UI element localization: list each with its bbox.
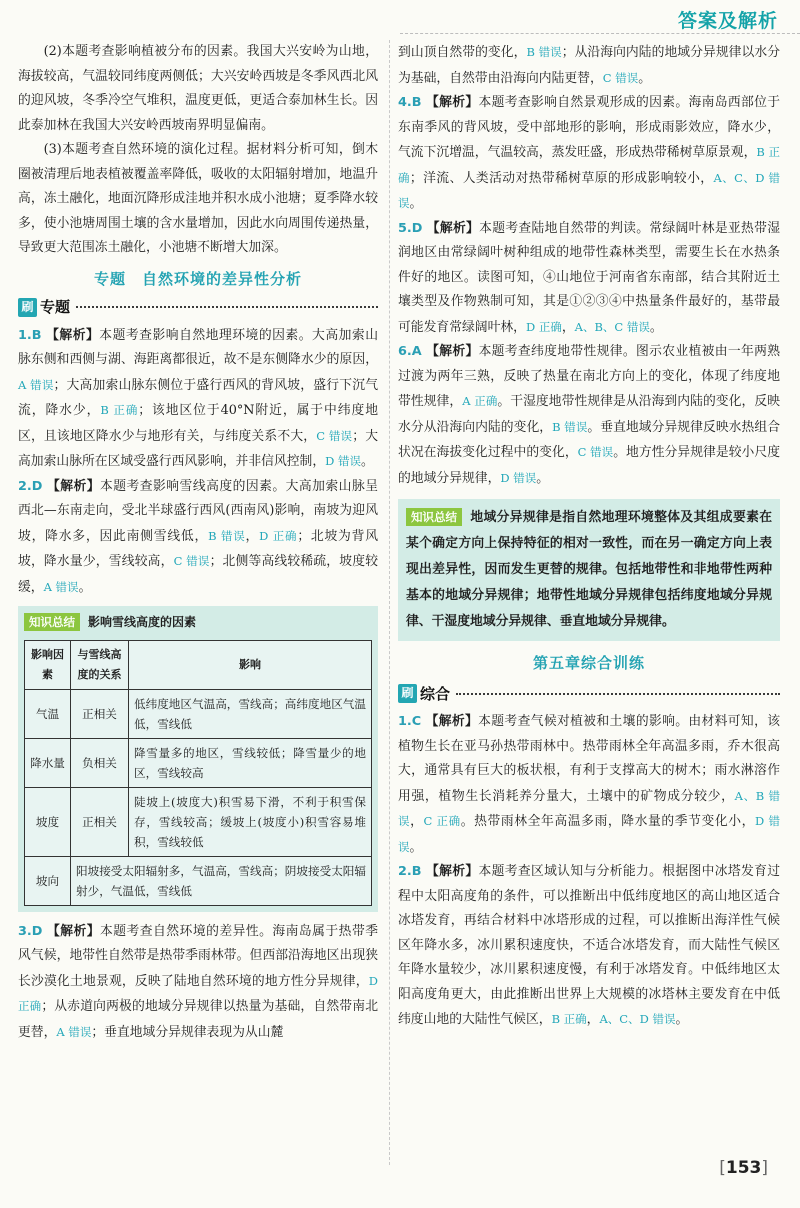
knowledge-summary-badge: 知识总结 bbox=[406, 508, 462, 526]
table-cell: 低纬度地区气温高，雪线高；高纬度地区气温低，雪线低 bbox=[129, 689, 372, 738]
explanation-text: ；洋流、人类活动对热带稀树草原的形成影响较小， bbox=[409, 170, 714, 186]
page-number-value: 153 bbox=[725, 1158, 762, 1178]
explanation-text: 。干湿度地带性规律是从沿海到内陆的变化，反映水分从沿海向内陆的变化， bbox=[398, 394, 781, 435]
answer-item-1 bbox=[18, 324, 378, 475]
table-header-row bbox=[25, 640, 372, 689]
table-cell: 正相关 bbox=[71, 787, 129, 856]
item-number: 6. bbox=[398, 344, 412, 359]
explanation-text: 。地方性分异规律是较小尺度的地域分异规律， bbox=[398, 445, 780, 486]
explanation-text: ；从赤道向两极的地域分异规律以热量为基础，自然带南北更替， bbox=[18, 999, 379, 1040]
analysis-tag: 【解析】 bbox=[425, 864, 479, 879]
item-number: 2. bbox=[398, 864, 412, 879]
answer-letter: D bbox=[411, 220, 423, 236]
explanation-text: ；北侧等高线较稀疏，坡度较缓， bbox=[18, 554, 379, 595]
explanation-text: ， bbox=[410, 814, 424, 829]
table-cell: 降雪量多的地区，雪线较低；降雪量少的地区，雪线较高 bbox=[129, 738, 372, 787]
right-column bbox=[398, 40, 780, 1033]
section-badge: 刷 bbox=[18, 298, 37, 317]
explanation-text: ， bbox=[561, 319, 575, 335]
section-badge: 刷 bbox=[398, 684, 417, 703]
explanation-text: 。 bbox=[675, 1012, 689, 1027]
answer-letter: A bbox=[411, 344, 422, 359]
item-number: 1. bbox=[18, 327, 32, 343]
item-number: 3. bbox=[18, 923, 32, 939]
verdict-mark: D 正确 bbox=[259, 528, 298, 543]
verdict-mark: A 正确 bbox=[462, 394, 498, 408]
explanation-text: 本题考查自然环境的差异性。海南岛属于热带季风气候，地带性自然带是热带季雨林带。但西部沿海地区出现狭长沙漠化土地景观，反映了陆地自然环境的地方性分异规律， bbox=[18, 923, 379, 989]
table-cell: 陡坡上(坡度大)积雪易下滑，不利于积雪保存，雪线较高；缓坡上(坡度小)积雪容易堆积，雪线较低 bbox=[129, 787, 372, 856]
table-row bbox=[25, 856, 372, 905]
answer-item-6 bbox=[398, 340, 780, 491]
section-header-comprehensive bbox=[398, 682, 780, 707]
explanation-text: 。 bbox=[649, 319, 663, 335]
section-label: 专题 bbox=[40, 298, 71, 316]
table-header-cell: 影响 bbox=[129, 640, 372, 689]
table-cell: 正相关 bbox=[71, 689, 129, 738]
explanation-text: 本题考查气候对植被和土壤的影响。由材料可知，该植物生长在亚马孙热带雨林中。热带雨林全年高温多雨，乔木很高大，通常具有巨大的板状根，有利于支撑高大的树木；雨水淋溶作用强，植物生长消耗养分量大，土壤中的矿物成分较少， bbox=[398, 714, 781, 804]
paragraph-2: (2)本题考查影响植被分布的因素。我国大兴安岭为山地，海拔较高，气温较同纬度两侧低；大兴安岭西坡是冬季风西北风的迎风坡，冬季冷空气堆积，温度更低，更适合泰加林生长。因此泰加林在我国大兴安岭西坡南界明显偏南。 bbox=[18, 44, 378, 133]
verdict-mark: D 错误 bbox=[325, 454, 362, 468]
answer-item-3 bbox=[18, 920, 378, 1046]
table-cell: 坡向 bbox=[25, 856, 71, 905]
verdict-mark: B 正确 bbox=[398, 145, 780, 185]
comprehensive-item-1 bbox=[398, 710, 780, 860]
explanation-text: ；从沿海向内陆的地域分异规律以水分为基础，自然带由沿海向内陆更替， bbox=[398, 45, 781, 86]
explanation-text: 。 bbox=[409, 839, 423, 855]
explanation-text: ；北坡为背风坡，降水量少，雪线较高， bbox=[18, 528, 379, 569]
explanation-text: 。热带雨林全年高温多雨，降水量的季节变化小， bbox=[460, 814, 756, 829]
explanation-text: 本题考查陆地自然带的判读。常绿阔叶林是亚热带湿润地区由常绿阔叶树种组成的地带性森林类型，需要生长在水热条件好的地区。读图可知，④山地位于河南省东南部，结合其附近土壤类型及作物熟制可知，其是①②③④中热量条件最好的，基带最可能发育常绿阔叶林， bbox=[398, 220, 780, 335]
page-number: [153] bbox=[719, 1158, 768, 1178]
verdict-mark: C 错误 bbox=[602, 70, 639, 85]
verdict-mark: A 错误 bbox=[56, 1024, 92, 1039]
column-divider bbox=[389, 40, 390, 1165]
explanation-text: 本题考查区域认知与分析能力。根据图中冰塔发育过程中太阳高度角的条件，可以推断出中低纬度地区的高山地区适合冰塔发育，再结合材料中冰塔形成的过程，可以推断出海洋性气候区年降水多，冰川累积速度快，不适合冰塔发育，而大陆性气候区年降水量较少，冰川累积速度慢，有利于冰塔发育。中低纬地区太阳高度角更大，由此推断出世界上大规模的冰塔林主要发育在中低纬度山地的大陆性气候区， bbox=[398, 864, 781, 1027]
answer-letter: B bbox=[411, 95, 422, 110]
explanation-text: 本题考查影响自然地理环境的因素。大高加索山脉东侧和西侧与湖、海距离都很近，故不是东侧降水少的原因， bbox=[18, 327, 379, 367]
section-label: 综合 bbox=[420, 684, 451, 703]
explanation-text: 。垂直地域分异规律反映水热组合状况在海拔变化过程中的变化， bbox=[398, 419, 781, 460]
knowledge-summary-box-2 bbox=[398, 499, 780, 641]
verdict-mark: C 错误 bbox=[577, 445, 614, 459]
section-header-special bbox=[18, 295, 378, 320]
answer-item-4 bbox=[398, 91, 780, 217]
snowline-factor-table bbox=[24, 640, 372, 906]
analysis-tag: 【解析】 bbox=[426, 220, 480, 236]
verdict-mark: A、B、C 错误 bbox=[574, 319, 650, 334]
knowledge-summary-box bbox=[18, 606, 378, 912]
verdict-mark: B 错误 bbox=[208, 528, 246, 543]
table-cell: 降水量 bbox=[25, 738, 71, 787]
explanation-text: 本题考查纬度地带性规律。图示农业植被由一年两熟过渡为两年三熟，反映了热量在南北方向上的变化，体现了纬度地带性规律， bbox=[398, 344, 781, 409]
answer-item-2 bbox=[18, 475, 378, 601]
left-column bbox=[18, 40, 378, 1045]
answer-letter: C bbox=[411, 714, 422, 729]
analysis-tag: 【解析】 bbox=[425, 714, 479, 729]
table-row bbox=[25, 738, 372, 787]
table-cell: 负相关 bbox=[71, 738, 129, 787]
analysis-tag: 【解析】 bbox=[46, 478, 100, 494]
verdict-mark: B 正确 bbox=[551, 1012, 587, 1026]
explanation-text: ；大高加索山脉所在区域受盛行西风影响，并非信风控制， bbox=[18, 428, 378, 469]
answer-letter: D bbox=[31, 923, 43, 939]
verdict-mark: D 正确 bbox=[525, 319, 562, 334]
paragraph-3: (3)本题考查自然环境的演化过程。据材料分析可知，倒木圈被清理后地表植被覆盖率降低，吸收的太阳辐射增加，地温升高，冻土融化，地面沉降形成洼地并积水成小池塘；夏季降水较多，使小池塘周围土壤的含水量增加，因此水向周围传递热量，导致更大范围冻土融化，小池塘不断增大加深。 bbox=[18, 142, 378, 255]
item-number: 1. bbox=[398, 714, 412, 729]
table-header-cell: 与雪线高度的关系 bbox=[71, 640, 129, 689]
verdict-mark: D 错误 bbox=[398, 814, 781, 854]
explanation-text: 。 bbox=[536, 470, 550, 486]
verdict-mark: C 错误 bbox=[316, 428, 353, 443]
header-title: 答案及解析 bbox=[677, 10, 778, 32]
knowledge-summary-text: 地域分异规律是指自然地理环境整体及其组成要素在某个确定方向上保持特征的相对一致性，而在另一确定方向上表现出差异性，因而发生更替的规律。包括地带性和非地带性两种基本的地域分异规律；地带性地域分异规律包括纬度地域分异规律、干湿度地域分异规律、垂直地域分异规律。 bbox=[406, 510, 772, 629]
verdict-mark: C 错误 bbox=[173, 554, 210, 568]
explanation-text: ；该地区位于40°N附近，属于中纬度地区，且该地区降水少与地形有关，与纬度关系不大， bbox=[18, 403, 378, 444]
chapter-title: 第五章综合训练 bbox=[532, 654, 645, 672]
explanation-text: 。 bbox=[361, 454, 374, 469]
topic-title: 专题 自然环境的差异性分析 bbox=[93, 269, 302, 288]
header-divider bbox=[400, 33, 800, 34]
verdict-mark: A 错误 bbox=[18, 377, 54, 392]
explanation-text: 。 bbox=[78, 579, 92, 595]
verdict-mark: A、C、D 错误 bbox=[398, 170, 781, 210]
explanation-text: 。 bbox=[409, 196, 423, 211]
analysis-tag: 【解析】 bbox=[426, 344, 479, 359]
item-number: 4. bbox=[398, 95, 412, 110]
verdict-mark: B 错误 bbox=[552, 419, 588, 434]
analysis-tag: 【解析】 bbox=[46, 923, 100, 939]
verdict-mark: D 正确 bbox=[18, 973, 378, 1013]
table-cell: 坡度 bbox=[25, 787, 71, 856]
explanation-text: ；垂直地域分异规律表现为从山麓 bbox=[91, 1024, 284, 1040]
verdict-mark: B 错误 bbox=[526, 45, 562, 59]
knowledge-summary-badge: 知识总结 bbox=[24, 613, 80, 631]
table-cell: 阳坡接受太阳辐射多，气温高，雪线高；阴坡接受太阳辐射少，气温低，雪线低 bbox=[71, 856, 372, 905]
table-row bbox=[25, 689, 372, 738]
answer-letter: D bbox=[31, 478, 43, 494]
explanation-text: 本题考查影响自然景观形成的因素。海南岛西部位于东南季风的背风坡，受中部地形的影响，形成雨影效应，降水少，气流下沉增温，气温较高，蒸发旺盛，形成热带稀树草原景观， bbox=[398, 95, 781, 160]
verdict-mark: C 正确 bbox=[423, 814, 461, 828]
comprehensive-item-2 bbox=[398, 860, 780, 1033]
verdict-mark: A、C、D 错误 bbox=[599, 1012, 676, 1026]
table-row bbox=[25, 787, 372, 856]
analysis-tag: 【解析】 bbox=[425, 95, 479, 110]
analysis-tag: 【解析】 bbox=[46, 327, 100, 343]
explanation-text: 到山顶自然带的变化， bbox=[398, 45, 527, 60]
knowledge-summary-title: 影响雪线高度的因素 bbox=[88, 615, 197, 629]
explanation-text: ， bbox=[245, 528, 260, 544]
item-number: 2. bbox=[18, 478, 32, 494]
table-cell: 气温 bbox=[25, 689, 71, 738]
explanation-text: 本题考查影响雪线高度的因素。大高加索山脉呈西北—东南走向，受北半球盛行西风(西南风)影响，南坡为迎风坡，降水多，因此南侧雪线低， bbox=[18, 478, 379, 544]
explanation-text: 。 bbox=[638, 70, 652, 86]
section-rule bbox=[76, 306, 378, 308]
section-rule bbox=[456, 693, 780, 695]
verdict-mark: A 错误 bbox=[43, 579, 79, 594]
explanation-text: ， bbox=[586, 1012, 600, 1027]
item-number: 5. bbox=[398, 220, 412, 236]
explanation-text: ；大高加索山脉东侧位于盛行西风的背风坡，盛行下沉气流，降水少， bbox=[18, 377, 378, 418]
answer-item-5 bbox=[398, 217, 780, 341]
verdict-mark: B 正确 bbox=[100, 403, 139, 417]
verdict-mark: D 错误 bbox=[500, 470, 537, 485]
answer-letter: B bbox=[411, 864, 422, 879]
answer-item-3-continued bbox=[398, 40, 780, 91]
verdict-mark: A、B 错误 bbox=[398, 788, 781, 828]
answer-letter: B bbox=[31, 327, 42, 343]
table-header-cell: 影响因素 bbox=[25, 640, 71, 689]
